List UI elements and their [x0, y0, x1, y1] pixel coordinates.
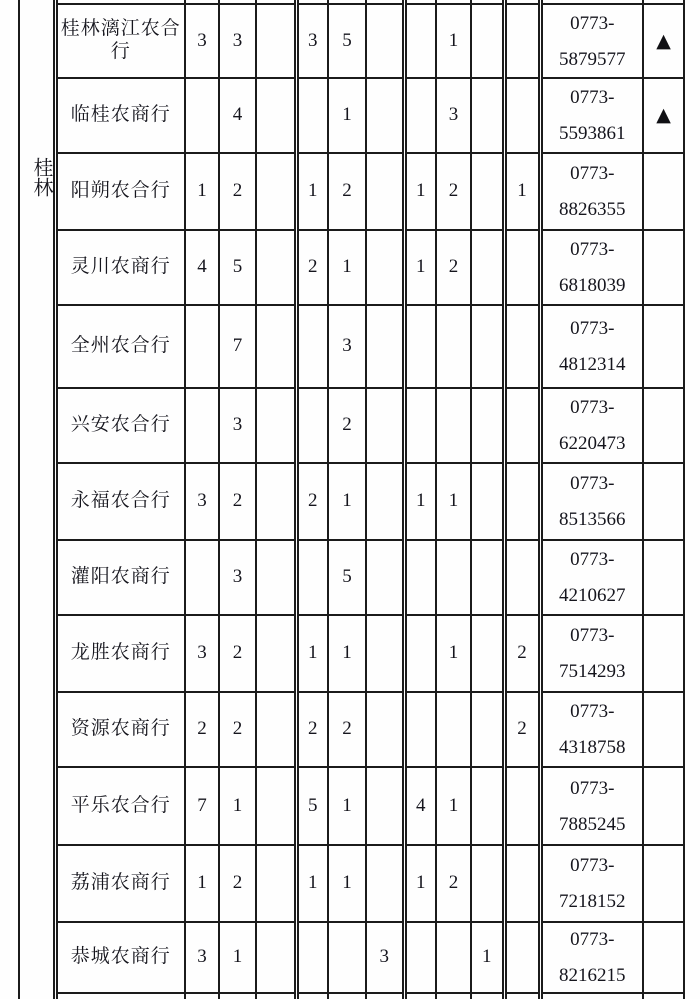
bank-name-cell [55, 993, 185, 999]
count-cell [471, 845, 504, 922]
count-cell [366, 845, 404, 922]
count-cell [366, 463, 404, 540]
bank-contact-table [18, 0, 685, 999]
count-cell [404, 305, 436, 388]
bank-name-cell: 桂林漓江农合行 [55, 4, 185, 78]
phone-cell [540, 305, 643, 388]
count-cell [404, 993, 436, 999]
count-cell: 1 [219, 922, 256, 993]
count-cell: 3 [185, 615, 219, 692]
count-cell: 2 [219, 615, 256, 692]
count-cell [471, 463, 504, 540]
phone-area-line: 0773- [570, 549, 615, 570]
count-cell: 3 [185, 463, 219, 540]
bank-name-cell: 全州农合行 [55, 305, 185, 388]
phone-cell [540, 615, 643, 692]
flag-cell [643, 305, 684, 388]
count-cell: 3 [219, 4, 256, 78]
count-cell [328, 922, 366, 993]
phone-number-line: 8216215 [559, 965, 626, 986]
count-cell [404, 4, 436, 78]
count-cell [366, 540, 404, 615]
flag-cell [643, 388, 684, 463]
count-cell: 2 [296, 692, 328, 767]
bank-name-cell: 永福农合行 [55, 463, 185, 540]
phone-area-line: 0773- [570, 473, 615, 494]
count-cell [256, 230, 296, 305]
count-cell [328, 993, 366, 999]
count-cell [504, 922, 540, 993]
count-cell [404, 615, 436, 692]
phone-number-line: 8826355 [559, 199, 626, 220]
count-cell: 1 [296, 615, 328, 692]
count-cell: 4 [404, 767, 436, 845]
count-cell [256, 463, 296, 540]
count-cell [366, 388, 404, 463]
count-cell: 1 [404, 230, 436, 305]
count-cell [504, 4, 540, 78]
count-cell [256, 305, 296, 388]
count-cell [471, 230, 504, 305]
count-cell: 2 [328, 388, 366, 463]
phone-number-line: 5593861 [559, 123, 626, 144]
count-cell [404, 692, 436, 767]
count-cell [471, 78, 504, 153]
phone-area-line: 0773- [570, 87, 615, 108]
count-cell [436, 388, 471, 463]
count-cell: 1 [328, 845, 366, 922]
count-cell: 1 [436, 4, 471, 78]
count-cell: 2 [219, 153, 256, 230]
count-cell [256, 692, 296, 767]
count-cell [185, 388, 219, 463]
count-cell: 1 [436, 767, 471, 845]
count-cell: 1 [296, 153, 328, 230]
count-cell [366, 4, 404, 78]
count-cell: 2 [328, 692, 366, 767]
count-cell [404, 78, 436, 153]
table-row [19, 388, 684, 463]
flag-cell [643, 767, 684, 845]
table-row [19, 540, 684, 615]
count-cell [256, 845, 296, 922]
count-cell [471, 615, 504, 692]
phone-number-line: 5879577 [559, 48, 626, 70]
count-cell: 1 [504, 153, 540, 230]
count-cell: 1 [471, 922, 504, 993]
phone-area-line: 0773- [570, 929, 615, 950]
table-row [19, 463, 684, 540]
phone-cell [540, 230, 643, 305]
count-cell: 1 [219, 767, 256, 845]
count-cell [366, 767, 404, 845]
count-cell [366, 230, 404, 305]
table-row [19, 692, 684, 767]
phone-number-line: 4210627 [559, 585, 626, 606]
count-cell [256, 78, 296, 153]
count-cell [296, 540, 328, 615]
triangle-icon: ▲ [656, 104, 671, 127]
phone-area-line: 0773- [570, 701, 615, 722]
count-cell: 5 [219, 230, 256, 305]
count-cell [404, 388, 436, 463]
count-cell: 1 [185, 153, 219, 230]
count-cell [366, 78, 404, 153]
count-cell: 1 [328, 78, 366, 153]
phone-cell [540, 922, 643, 993]
bank-name-cell: 资源农商行 [55, 692, 185, 767]
bank-name-cell: 荔浦农商行 [55, 845, 185, 922]
count-cell: 1 [436, 615, 471, 692]
phone-area-line: 0773- [570, 163, 615, 184]
count-cell [504, 993, 540, 999]
count-cell [504, 540, 540, 615]
count-cell: 1 [328, 767, 366, 845]
count-cell [366, 692, 404, 767]
bank-name-cell: 阳朔农合行 [55, 153, 185, 230]
count-cell [366, 305, 404, 388]
count-cell: 1 [185, 845, 219, 922]
count-cell: 3 [219, 388, 256, 463]
phone-area-line: 0773- [570, 12, 615, 34]
count-cell [219, 993, 256, 999]
phone-number-line: 8513566 [559, 509, 626, 530]
phone-number-line: 4812314 [559, 354, 626, 375]
count-cell [256, 922, 296, 993]
triangle-icon: ▲ [656, 29, 671, 52]
phone-cell [540, 463, 643, 540]
count-cell [256, 615, 296, 692]
count-cell: 2 [504, 692, 540, 767]
count-cell [366, 993, 404, 999]
count-cell [436, 692, 471, 767]
flag-cell [643, 692, 684, 767]
count-cell: 1 [436, 463, 471, 540]
count-cell [471, 692, 504, 767]
count-cell [404, 922, 436, 993]
table-row [19, 767, 684, 845]
flag-cell [643, 153, 684, 230]
count-cell: 7 [185, 767, 219, 845]
count-cell: 2 [436, 230, 471, 305]
count-cell [471, 767, 504, 845]
phone-cell [540, 540, 643, 615]
count-cell [471, 305, 504, 388]
count-cell [296, 993, 328, 999]
phone-area-line: 0773- [570, 318, 615, 339]
count-cell: 2 [296, 463, 328, 540]
count-cell [366, 615, 404, 692]
count-cell: 5 [296, 767, 328, 845]
phone-cell [540, 692, 643, 767]
count-cell [471, 540, 504, 615]
count-cell: 4 [185, 230, 219, 305]
table-row [19, 845, 684, 922]
count-cell [256, 993, 296, 999]
count-cell: 3 [219, 540, 256, 615]
flag-cell [643, 845, 684, 922]
count-cell: 2 [436, 153, 471, 230]
phone-area-line: 0773- [570, 777, 615, 799]
bank-name-cell: 龙胜农商行 [55, 615, 185, 692]
bank-name-cell: 灌阳农商行 [55, 540, 185, 615]
count-cell: 3 [185, 922, 219, 993]
flag-cell [643, 922, 684, 993]
count-cell: 2 [219, 463, 256, 540]
phone-number-line: 4318758 [559, 737, 626, 758]
flag-cell [643, 993, 684, 999]
phone-cell [540, 845, 643, 922]
count-cell: 3 [185, 4, 219, 78]
count-cell: 2 [436, 845, 471, 922]
count-cell [436, 993, 471, 999]
count-cell [504, 388, 540, 463]
count-cell [504, 463, 540, 540]
count-cell: 3 [296, 4, 328, 78]
count-cell: 2 [328, 153, 366, 230]
count-cell [471, 153, 504, 230]
count-cell [296, 78, 328, 153]
count-cell [504, 767, 540, 845]
flag-cell [643, 540, 684, 615]
count-cell [296, 922, 328, 993]
bank-name-cell: 灵川农商行 [55, 230, 185, 305]
count-cell [436, 922, 471, 993]
phone-number-line: 7514293 [559, 661, 626, 682]
table-row [19, 922, 684, 993]
count-cell: 2 [296, 230, 328, 305]
count-cell: 1 [328, 463, 366, 540]
bank-name-cell: 兴安农合行 [55, 388, 185, 463]
count-cell [256, 767, 296, 845]
count-cell: 4 [219, 78, 256, 153]
count-cell [185, 305, 219, 388]
phone-area-line: 0773- [570, 397, 615, 418]
count-cell [185, 540, 219, 615]
count-cell [256, 4, 296, 78]
phone-area-line: 0773- [570, 855, 615, 876]
count-cell: 7 [219, 305, 256, 388]
count-cell: 3 [328, 305, 366, 388]
count-cell: 2 [219, 845, 256, 922]
table-row-cutoff-bottom [19, 993, 684, 999]
count-cell [296, 388, 328, 463]
count-cell: 3 [366, 922, 404, 993]
count-cell: 3 [436, 78, 471, 153]
phone-cell [540, 388, 643, 463]
phone-cell [540, 993, 643, 999]
count-cell: 5 [328, 540, 366, 615]
flag-cell [643, 230, 684, 305]
phone-number-line: 6818039 [559, 275, 626, 296]
bank-name-cell: 平乐农合行 [55, 767, 185, 845]
count-cell [185, 78, 219, 153]
count-cell [436, 305, 471, 388]
count-cell [296, 305, 328, 388]
bank-name-cell: 临桂农商行 [55, 78, 185, 153]
count-cell [471, 993, 504, 999]
bank-name-cell: 恭城农商行 [55, 922, 185, 993]
count-cell [504, 845, 540, 922]
count-cell [504, 305, 540, 388]
count-cell: 1 [404, 845, 436, 922]
phone-cell [540, 4, 643, 78]
region-label: 桂林 [30, 157, 52, 197]
count-cell [436, 540, 471, 615]
table-row [19, 4, 684, 78]
count-cell: 1 [404, 463, 436, 540]
phone-cell [540, 78, 643, 153]
flag-cell [643, 463, 684, 540]
phone-number-line: 6220473 [559, 433, 626, 454]
count-cell: 2 [504, 615, 540, 692]
flag-cell [643, 78, 684, 153]
phone-cell [540, 767, 643, 845]
phone-number-line: 7218152 [559, 891, 626, 912]
count-cell [256, 153, 296, 230]
table-row [19, 230, 684, 305]
count-cell: 2 [219, 692, 256, 767]
flag-cell [643, 4, 684, 78]
count-cell [504, 230, 540, 305]
phone-cell [540, 153, 643, 230]
count-cell [366, 153, 404, 230]
count-cell [404, 540, 436, 615]
count-cell [256, 540, 296, 615]
count-cell: 1 [296, 845, 328, 922]
count-cell [504, 78, 540, 153]
table-row [19, 615, 684, 692]
flag-cell [643, 615, 684, 692]
table-row [19, 78, 684, 153]
count-cell: 5 [328, 4, 366, 78]
count-cell [256, 388, 296, 463]
count-cell: 1 [328, 615, 366, 692]
phone-area-line: 0773- [570, 625, 615, 646]
count-cell [185, 993, 219, 999]
count-cell [471, 4, 504, 78]
table-row [19, 305, 684, 388]
count-cell [471, 388, 504, 463]
table-row [19, 153, 684, 230]
count-cell: 2 [185, 692, 219, 767]
phone-number-line: 7885245 [559, 813, 626, 835]
count-cell: 1 [404, 153, 436, 230]
count-cell: 1 [328, 230, 366, 305]
phone-area-line: 0773- [570, 239, 615, 260]
